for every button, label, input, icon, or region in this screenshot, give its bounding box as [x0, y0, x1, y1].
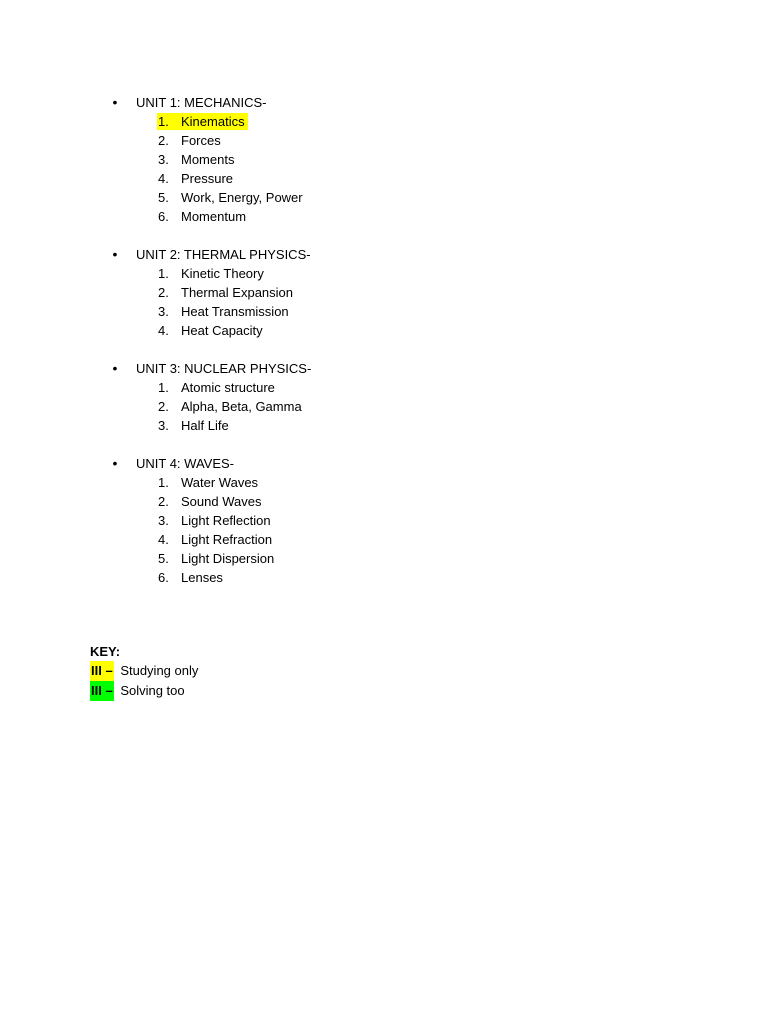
topic-label: Light Reflection: [181, 513, 271, 528]
unit-title: UNIT 4: WAVES-: [136, 456, 234, 471]
bullet-icon: •: [112, 455, 118, 471]
topic-label: Lenses: [181, 570, 223, 585]
topic-item: [0, 321, 768, 340]
topic-label: Sound Waves: [181, 494, 262, 509]
unit-header: [0, 454, 768, 473]
topic-item: [0, 530, 768, 549]
topic-number: 4.: [158, 171, 169, 186]
topic-item: [0, 264, 768, 283]
topic-label: Pressure: [181, 171, 234, 186]
topic-label: Light Dispersion: [181, 551, 275, 566]
topic-item: [0, 112, 768, 131]
key-description: Solving too: [120, 683, 185, 698]
topic-number: 1.: [158, 475, 169, 490]
topic-item: [0, 207, 768, 226]
topic-label: Thermal Expansion: [181, 285, 293, 300]
topic-number: 1.: [158, 114, 169, 129]
topic-number: 1.: [158, 266, 169, 281]
topic-number: 2.: [158, 285, 169, 300]
topic-item: [0, 169, 768, 188]
topic-label: Moments: [181, 152, 235, 167]
topic-number: 2.: [158, 133, 169, 148]
unit-header: [0, 245, 768, 264]
topic-number: 4.: [158, 532, 169, 547]
key-description: Studying only: [120, 663, 199, 678]
unit-1: [0, 93, 768, 226]
topic-number: 3.: [158, 152, 169, 167]
topic-item: [0, 549, 768, 568]
unit-2: [0, 245, 768, 340]
topic-label: Forces: [181, 133, 221, 148]
topic-item: [0, 378, 768, 397]
topic-item: [0, 302, 768, 321]
topic-number: 3.: [158, 304, 169, 319]
unit-3: [0, 359, 768, 435]
topic-number: 1.: [158, 380, 169, 395]
topic-item: [0, 492, 768, 511]
topic-item: [0, 568, 768, 587]
topic-number: 3.: [158, 418, 169, 433]
topic-item: [0, 473, 768, 492]
topic-label: Half Life: [181, 418, 229, 433]
topic-label: Kinetic Theory: [181, 266, 264, 281]
topic-item: [0, 150, 768, 169]
bullet-icon: •: [112, 94, 118, 110]
topic-item: [0, 416, 768, 435]
key-row-solving: [90, 681, 198, 701]
units-list: [0, 93, 768, 606]
unit-title: UNIT 2: THERMAL PHYSICS-: [136, 247, 311, 262]
bullet-icon: •: [112, 246, 118, 262]
topic-number: 4.: [158, 323, 169, 338]
topic-number: 2.: [158, 494, 169, 509]
bullet-icon: •: [112, 360, 118, 376]
topic-label: Momentum: [181, 209, 247, 224]
topic-item: [0, 397, 768, 416]
yellow-key-marker: III –: [90, 661, 114, 681]
topic-number: 5.: [158, 551, 169, 566]
topic-label: Heat Transmission: [181, 304, 289, 319]
topic-label: Water Waves: [181, 475, 259, 490]
topic-label: Atomic structure: [181, 380, 275, 395]
unit-header: [0, 359, 768, 378]
topic-item: [0, 511, 768, 530]
unit-title: UNIT 3: NUCLEAR PHYSICS-: [136, 361, 312, 376]
key-title: KEY:: [90, 644, 121, 659]
green-key-marker: III –: [90, 681, 114, 701]
topic-item: [0, 188, 768, 207]
topic-item: [0, 283, 768, 302]
topic-label: Work, Energy, Power: [181, 190, 303, 205]
key-row-studying: [90, 661, 198, 681]
topic-number: 3.: [158, 513, 169, 528]
topic-label: Alpha, Beta, Gamma: [181, 399, 302, 414]
topic-label: Kinematics: [181, 114, 245, 129]
unit-header: [0, 93, 768, 112]
key-legend: [90, 642, 198, 701]
unit-title: UNIT 1: MECHANICS-: [136, 95, 267, 110]
topic-number: 6.: [158, 570, 169, 585]
topic-label: Heat Capacity: [181, 323, 263, 338]
topic-label: Light Refraction: [181, 532, 273, 547]
topic-number: 5.: [158, 190, 169, 205]
topic-number: 2.: [158, 399, 169, 414]
topic-number: 6.: [158, 209, 169, 224]
unit-4: [0, 454, 768, 587]
topic-item: [0, 131, 768, 150]
